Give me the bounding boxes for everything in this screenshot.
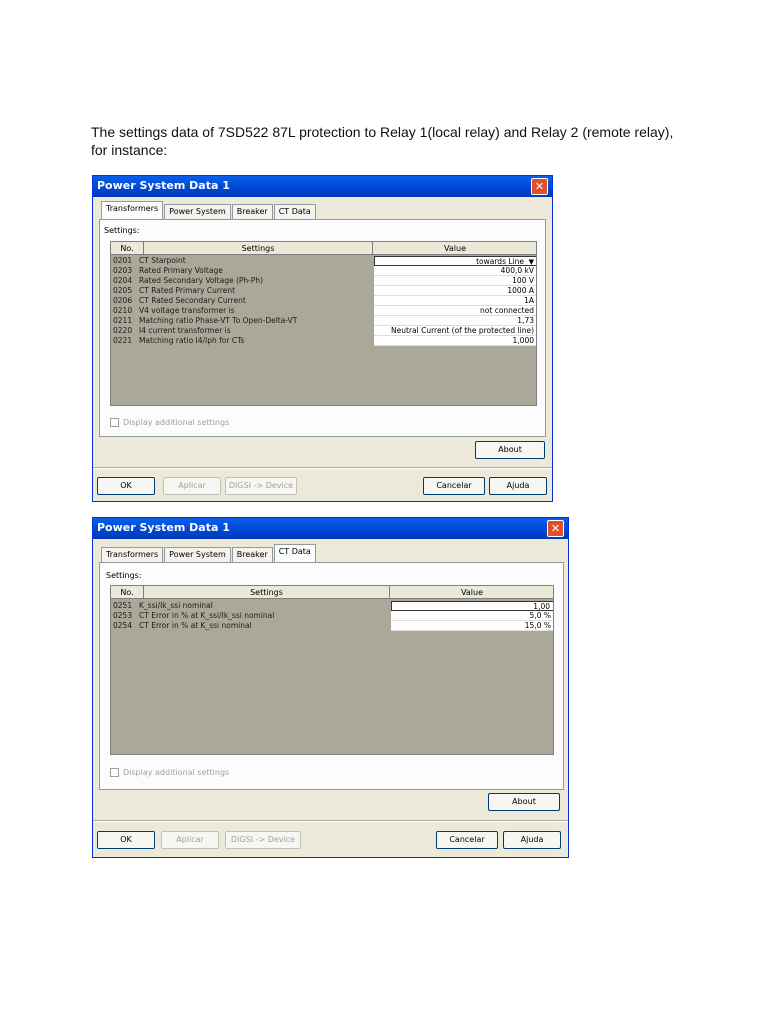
window-title: Power System Data 1 bbox=[97, 521, 230, 534]
cancel-button[interactable]: Cancelar bbox=[423, 477, 485, 495]
row-number: 0220 bbox=[113, 326, 133, 335]
row-setting: CT Error in % at K_ssi nominal bbox=[139, 621, 252, 630]
tab-power-system[interactable]: Power System bbox=[164, 547, 231, 564]
row-number: 0205 bbox=[113, 286, 133, 295]
row-setting: CT Rated Secondary Current bbox=[139, 296, 246, 305]
tab-breaker[interactable]: Breaker bbox=[232, 204, 273, 221]
row-number: 0206 bbox=[113, 296, 133, 305]
digsi-to-device-button[interactable]: DIGSI -> Device bbox=[225, 831, 301, 849]
intro-line-1: The settings data of 7SD522 87L protection to Relay 1(local relay) and Relay 2 (remote relay), bbox=[91, 124, 674, 140]
row-value[interactable]: 15,0 % bbox=[391, 621, 554, 631]
tab-strip bbox=[101, 547, 317, 563]
about-button[interactable]: About bbox=[475, 441, 545, 459]
title-bar[interactable] bbox=[93, 176, 552, 197]
settings-grid bbox=[110, 241, 537, 406]
apply-button[interactable]: Aplicar bbox=[163, 477, 221, 495]
row-number: 0204 bbox=[113, 276, 133, 285]
display-additional-settings-checkbox[interactable] bbox=[110, 418, 229, 427]
tab-panel bbox=[99, 219, 546, 437]
power-system-data-window-1 bbox=[92, 175, 553, 502]
ok-button[interactable]: OK bbox=[97, 477, 155, 495]
intro-text bbox=[91, 123, 691, 159]
power-system-data-window-2 bbox=[92, 517, 569, 858]
table-row[interactable] bbox=[111, 316, 536, 326]
table-row[interactable] bbox=[111, 266, 536, 276]
row-setting: CT Starpoint bbox=[139, 256, 186, 265]
column-header-no[interactable]: No. bbox=[111, 242, 144, 255]
row-value[interactable]: not connected bbox=[374, 306, 537, 316]
window-title: Power System Data 1 bbox=[97, 179, 230, 192]
display-additional-settings-checkbox[interactable] bbox=[110, 768, 229, 777]
row-setting: Matching ratio I4/Iph for CTs bbox=[139, 336, 245, 345]
row-value[interactable]: 1,000 bbox=[374, 336, 537, 346]
row-value[interactable]: 1,73 bbox=[374, 316, 537, 326]
row-setting: Matching ratio Phase-VT To Open-Delta-VT bbox=[139, 316, 298, 325]
tab-strip bbox=[101, 204, 317, 220]
row-setting: CT Rated Primary Current bbox=[139, 286, 236, 295]
dropdown-value: towards Line bbox=[476, 257, 524, 266]
title-bar[interactable] bbox=[93, 518, 568, 539]
help-button[interactable]: Ajuda bbox=[503, 831, 561, 849]
row-setting: K_ssi/Ik_ssi nominal bbox=[139, 601, 213, 610]
row-number: 0251 bbox=[113, 601, 133, 610]
about-button[interactable]: About bbox=[488, 793, 560, 811]
tab-transformers[interactable]: Transformers bbox=[101, 547, 163, 564]
row-value[interactable]: 100 V bbox=[374, 276, 537, 286]
row-value[interactable]: 1000 A bbox=[374, 286, 537, 296]
settings-grid bbox=[110, 585, 554, 755]
column-header-no[interactable]: No. bbox=[111, 586, 144, 599]
row-value[interactable]: 5,0 % bbox=[391, 611, 554, 621]
row-value-editing[interactable]: 1,00 bbox=[391, 601, 554, 611]
close-button[interactable]: ✕ bbox=[547, 520, 564, 537]
tab-panel bbox=[99, 562, 564, 790]
row-number: 0254 bbox=[113, 621, 133, 630]
table-row[interactable] bbox=[111, 286, 536, 296]
row-setting: Rated Primary Voltage bbox=[139, 266, 223, 275]
settings-label: Settings: bbox=[104, 226, 140, 235]
row-number: 0203 bbox=[113, 266, 133, 275]
column-header-settings[interactable]: Settings bbox=[144, 242, 373, 255]
chevron-down-icon[interactable]: ▼ bbox=[528, 258, 534, 266]
row-value[interactable]: Neutral Current (of the protected line) bbox=[374, 326, 537, 336]
column-header-value[interactable]: Value bbox=[390, 586, 554, 599]
apply-button[interactable]: Aplicar bbox=[161, 831, 219, 849]
column-header-settings[interactable]: Settings bbox=[144, 586, 390, 599]
table-row[interactable] bbox=[111, 296, 536, 306]
row-setting: V4 voltage transformer is bbox=[139, 306, 235, 315]
checkbox-box[interactable] bbox=[110, 768, 119, 777]
table-row[interactable] bbox=[111, 601, 553, 611]
ok-button[interactable]: OK bbox=[97, 831, 155, 849]
divider bbox=[93, 467, 552, 469]
table-row[interactable] bbox=[111, 336, 536, 346]
tab-breaker[interactable]: Breaker bbox=[232, 547, 273, 564]
row-setting: I4 current transformer is bbox=[139, 326, 231, 335]
table-row[interactable] bbox=[111, 621, 553, 631]
table-row[interactable] bbox=[111, 306, 536, 316]
checkbox-box[interactable] bbox=[110, 418, 119, 427]
table-row[interactable] bbox=[111, 276, 536, 286]
starpoint-dropdown[interactable] bbox=[374, 256, 537, 266]
digsi-to-device-button[interactable]: DIGSI -> Device bbox=[225, 477, 297, 495]
row-number: 0211 bbox=[113, 316, 133, 325]
checkbox-label: Display additional settings bbox=[123, 768, 230, 777]
column-header-value[interactable]: Value bbox=[373, 242, 537, 255]
table-row[interactable] bbox=[111, 326, 536, 336]
table-row[interactable] bbox=[111, 256, 536, 266]
checkbox-label: Display additional settings bbox=[123, 418, 230, 427]
tab-ct-data[interactable]: CT Data bbox=[274, 544, 316, 564]
row-number: 0210 bbox=[113, 306, 133, 315]
row-setting: Rated Secondary Voltage (Ph-Ph) bbox=[139, 276, 264, 285]
cancel-button[interactable]: Cancelar bbox=[436, 831, 498, 849]
divider bbox=[93, 820, 568, 822]
intro-line-2: for instance: bbox=[91, 142, 168, 158]
row-number: 0221 bbox=[113, 336, 133, 345]
table-row[interactable] bbox=[111, 611, 553, 621]
row-number: 0201 bbox=[113, 256, 133, 265]
row-number: 0253 bbox=[113, 611, 133, 620]
tab-transformers[interactable]: Transformers bbox=[101, 201, 163, 221]
row-setting: CT Error in % at K_ssi/Ik_ssi nominal bbox=[139, 611, 275, 620]
tab-power-system[interactable]: Power System bbox=[164, 204, 231, 221]
close-button[interactable]: ✕ bbox=[531, 178, 548, 195]
settings-label: Settings: bbox=[106, 571, 142, 580]
row-value[interactable]: 1A bbox=[374, 296, 537, 306]
help-button[interactable]: Ajuda bbox=[489, 477, 547, 495]
tab-ct-data[interactable]: CT Data bbox=[274, 204, 316, 221]
row-value[interactable]: 400,0 kV bbox=[374, 266, 537, 276]
